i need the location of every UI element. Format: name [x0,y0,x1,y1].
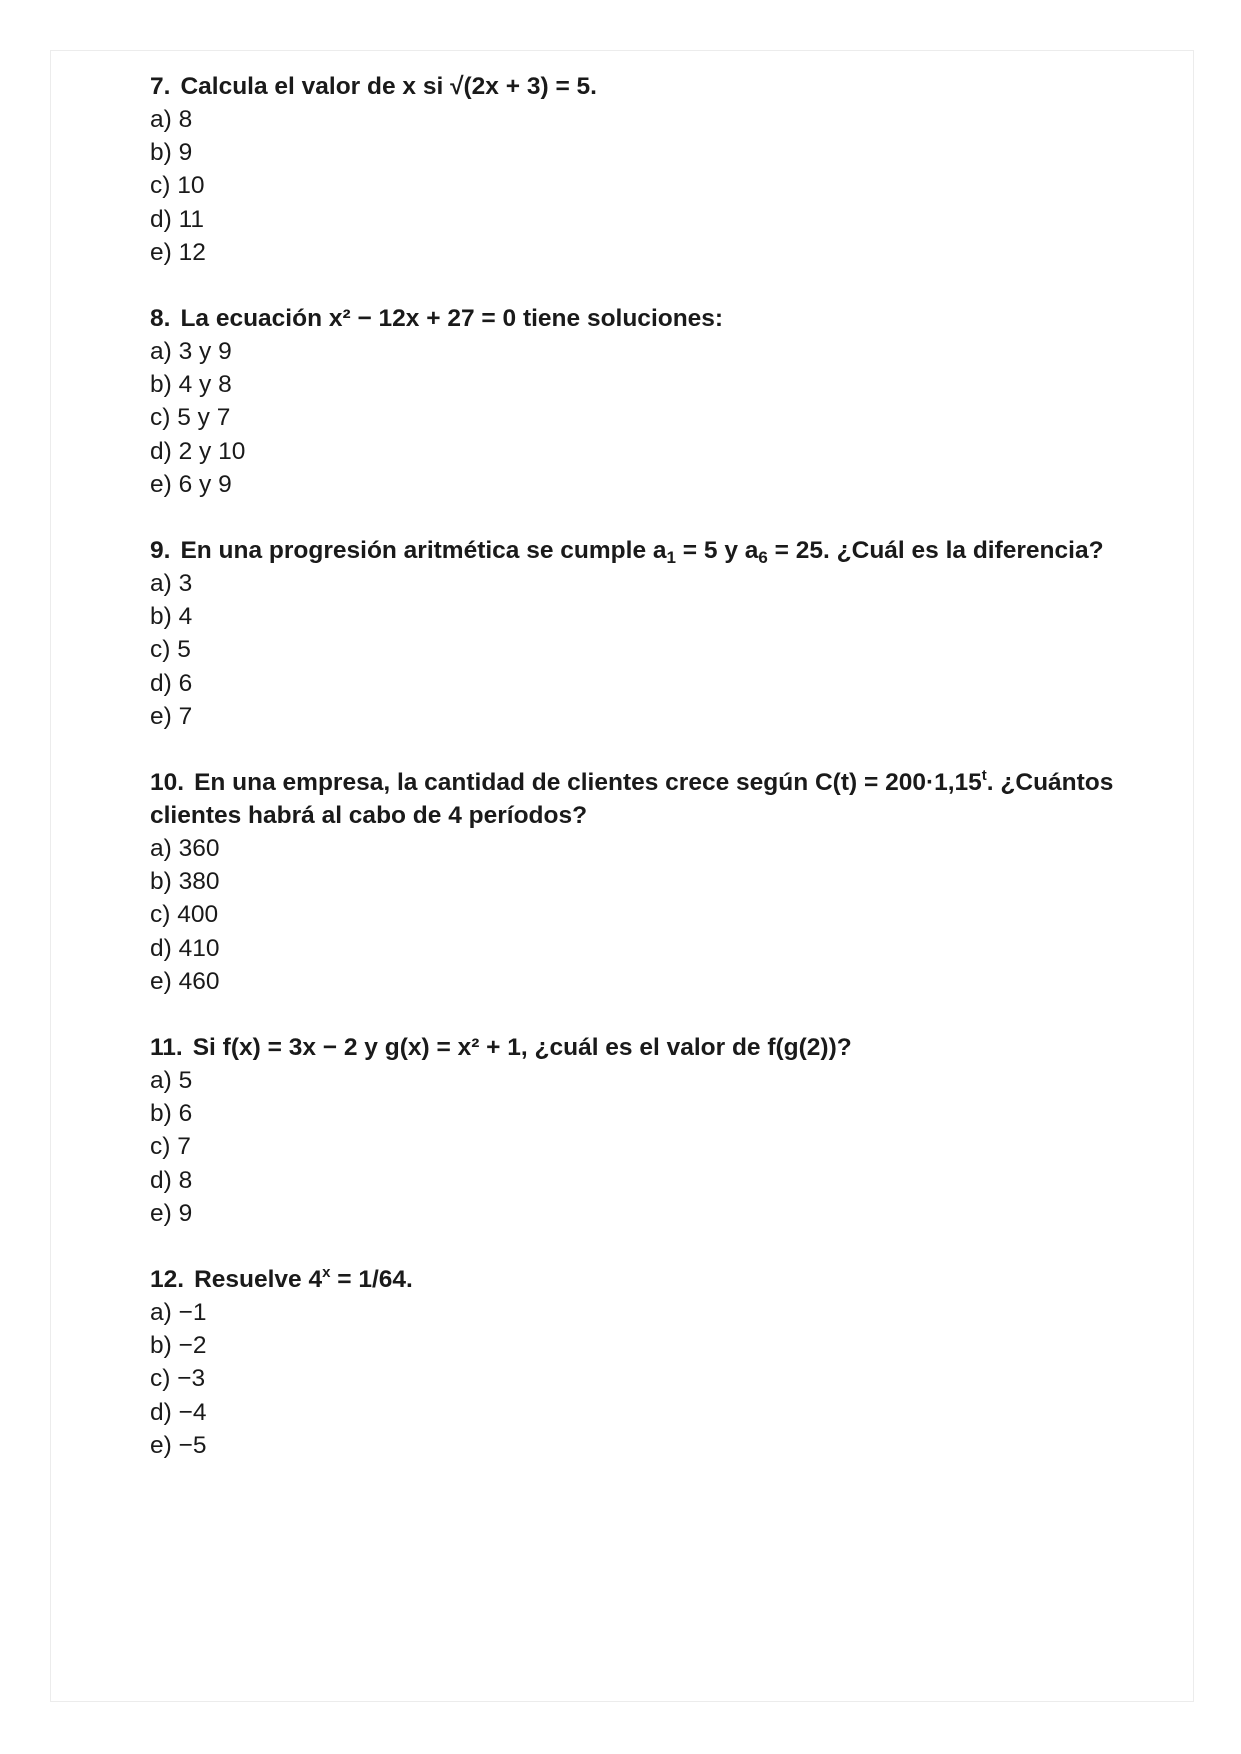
question-7 [150,70,1150,269]
question-text-part: En una empresa, la cantidad de clientes crece según C(t) = 200·1,15 [194,769,982,797]
option-e: e) 6 y 9 [150,470,232,498]
question-text: La ecuación x² − 12x + 27 = 0 tiene soluciones: [180,305,724,333]
option-b: b) 9 [150,139,193,167]
question-11 [150,1031,1150,1230]
option-b: b) 380 [150,868,220,896]
option-c: c) 5 y 7 [150,404,231,432]
option-e: e) 460 [150,967,220,995]
question-text-part: = 25. ¿Cuál es la diferencia? [767,537,1104,565]
question-9 [150,534,1150,733]
question-10 [150,766,1150,998]
question-text-part: . ¿Cuántos clientes habrá al cabo de 4 períodos? [150,769,1114,830]
option-b: b) 4 y 8 [150,371,232,399]
superscript: x [322,1264,331,1282]
option-d: d) 410 [150,934,220,962]
question-number: 8. [150,305,171,333]
option-d: d) 11 [150,205,205,233]
question-number: 11. [150,1034,183,1062]
question-12 [150,1263,1150,1462]
option-b: b) 6 [150,1100,193,1128]
subscript: 6 [758,548,768,568]
option-d: d) 6 [150,669,193,697]
question-list [150,70,1150,1495]
option-c: c) −3 [150,1365,206,1393]
question-text-part: = 5 y a [675,537,759,565]
option-e: e) 12 [150,238,206,266]
question-text: Si f(x) = 3x − 2 y g(x) = x² + 1, ¿cuál es el valor de f(g(2))? [192,1034,852,1062]
question-title [150,70,1150,103]
option-d: d) 2 y 10 [150,437,246,465]
option-e: e) 9 [150,1199,193,1227]
question-number: 10. [150,769,185,797]
option-c: c) 400 [150,901,219,929]
option-a: a) 360 [150,835,220,863]
question-text: Calcula el valor de x si √(2x + 3) = 5. [180,73,597,100]
option-e: e) 7 [150,702,193,730]
question-title [150,1263,1150,1296]
question-title [150,1031,1150,1064]
question-number: 9. [150,537,171,565]
subscript: 1 [666,548,676,568]
question-title [150,766,1150,832]
question-text-part: = 1/64. [330,1266,413,1294]
question-8 [150,302,1150,501]
question-title [150,534,1150,567]
option-d: d) −4 [150,1398,207,1426]
option-c: c) 10 [150,172,205,200]
option-a: a) 3 y 9 [150,338,232,366]
option-a: a) 8 [150,106,193,133]
question-number: 12. [150,1266,185,1294]
question-title [150,302,1150,335]
option-a: a) 5 [150,1067,193,1095]
option-c: c) 7 [150,1133,191,1161]
option-b: b) −2 [150,1332,207,1360]
option-a: a) −1 [150,1299,207,1327]
option-e: e) −5 [150,1431,207,1459]
question-text-part: En una progresión aritmética se cumple a [180,537,667,565]
option-a: a) 3 [150,570,193,598]
question-number: 7. [150,73,171,100]
question-text-part: Resuelve 4 [194,1266,323,1294]
option-b: b) 4 [150,603,193,631]
option-c: c) 5 [150,636,191,664]
option-d: d) 8 [150,1166,193,1194]
superscript: t [981,767,987,785]
